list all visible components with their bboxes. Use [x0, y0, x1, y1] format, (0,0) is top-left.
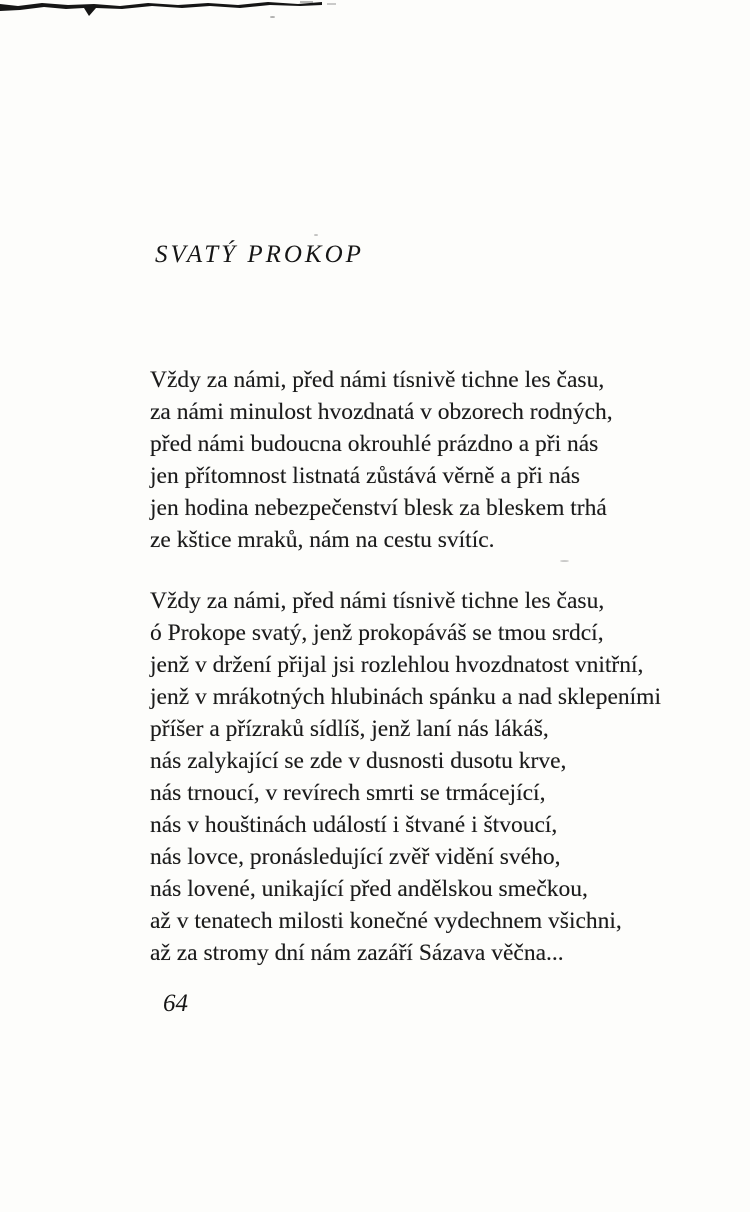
- scan-speck: [270, 16, 275, 18]
- poem-stanza-1: [150, 364, 613, 556]
- scan-speck: [314, 234, 318, 236]
- poem-stanza-2: [150, 585, 661, 969]
- poem-line: jenž v držení přijal jsi rozlehlou hvozdnatost vnitřní,: [150, 652, 644, 678]
- poem-line: ze kštice mraků, nám na cestu svítíc.: [150, 527, 495, 553]
- poem-line: za námi minulost hvozdnatá v obzorech rodných,: [150, 399, 613, 425]
- poem-line: nás trnoucí, v revírech smrti se trmácející,: [150, 780, 546, 806]
- poem-line: nás v houštinách událostí i štvané i štvoucí,: [150, 812, 558, 838]
- poem-line: před námi budoucna okrouhlé prázdno a při nás: [150, 431, 599, 457]
- poem-line: ó Prokope svatý, jenž prokopáváš se tmou srdcí,: [150, 620, 604, 646]
- poem-line: nás lovce, pronásledující zvěř vidění svého,: [150, 844, 561, 870]
- poem-line: jen přítomnost listnatá zůstává věrně a při nás: [150, 463, 581, 489]
- page-number: 64: [163, 990, 188, 1017]
- poem-line: až za stromy dní nám zazáří Sázava věčna...: [150, 940, 564, 966]
- poem-line: jen hodina nebezpečenství blesk za bleskem trhá: [150, 495, 607, 521]
- poem-line: příšer a přízraků sídlíš, jenž laní nás lákáš,: [150, 716, 549, 742]
- poem-line: jenž v mrákotných hlubinách spánku a nad sklepeními: [150, 684, 661, 710]
- scan-artifact-top-line: [0, 0, 345, 22]
- poem-line: až v tenatech milosti konečné vydechnem všichni,: [150, 908, 622, 934]
- poem-title: SVATÝ PROKOP: [155, 241, 364, 268]
- scan-speck: [560, 560, 569, 562]
- poem-line: nás zalykající se zde v dusnosti dusotu krve,: [150, 748, 567, 774]
- poem-line: nás lovené, unikající před andělskou smečkou,: [150, 876, 588, 902]
- poem-line: Vždy za námi, před námi tísnivě tichne les času,: [150, 588, 605, 614]
- poem-line: Vždy za námi, před námi tísnivě tichne les času,: [150, 367, 605, 393]
